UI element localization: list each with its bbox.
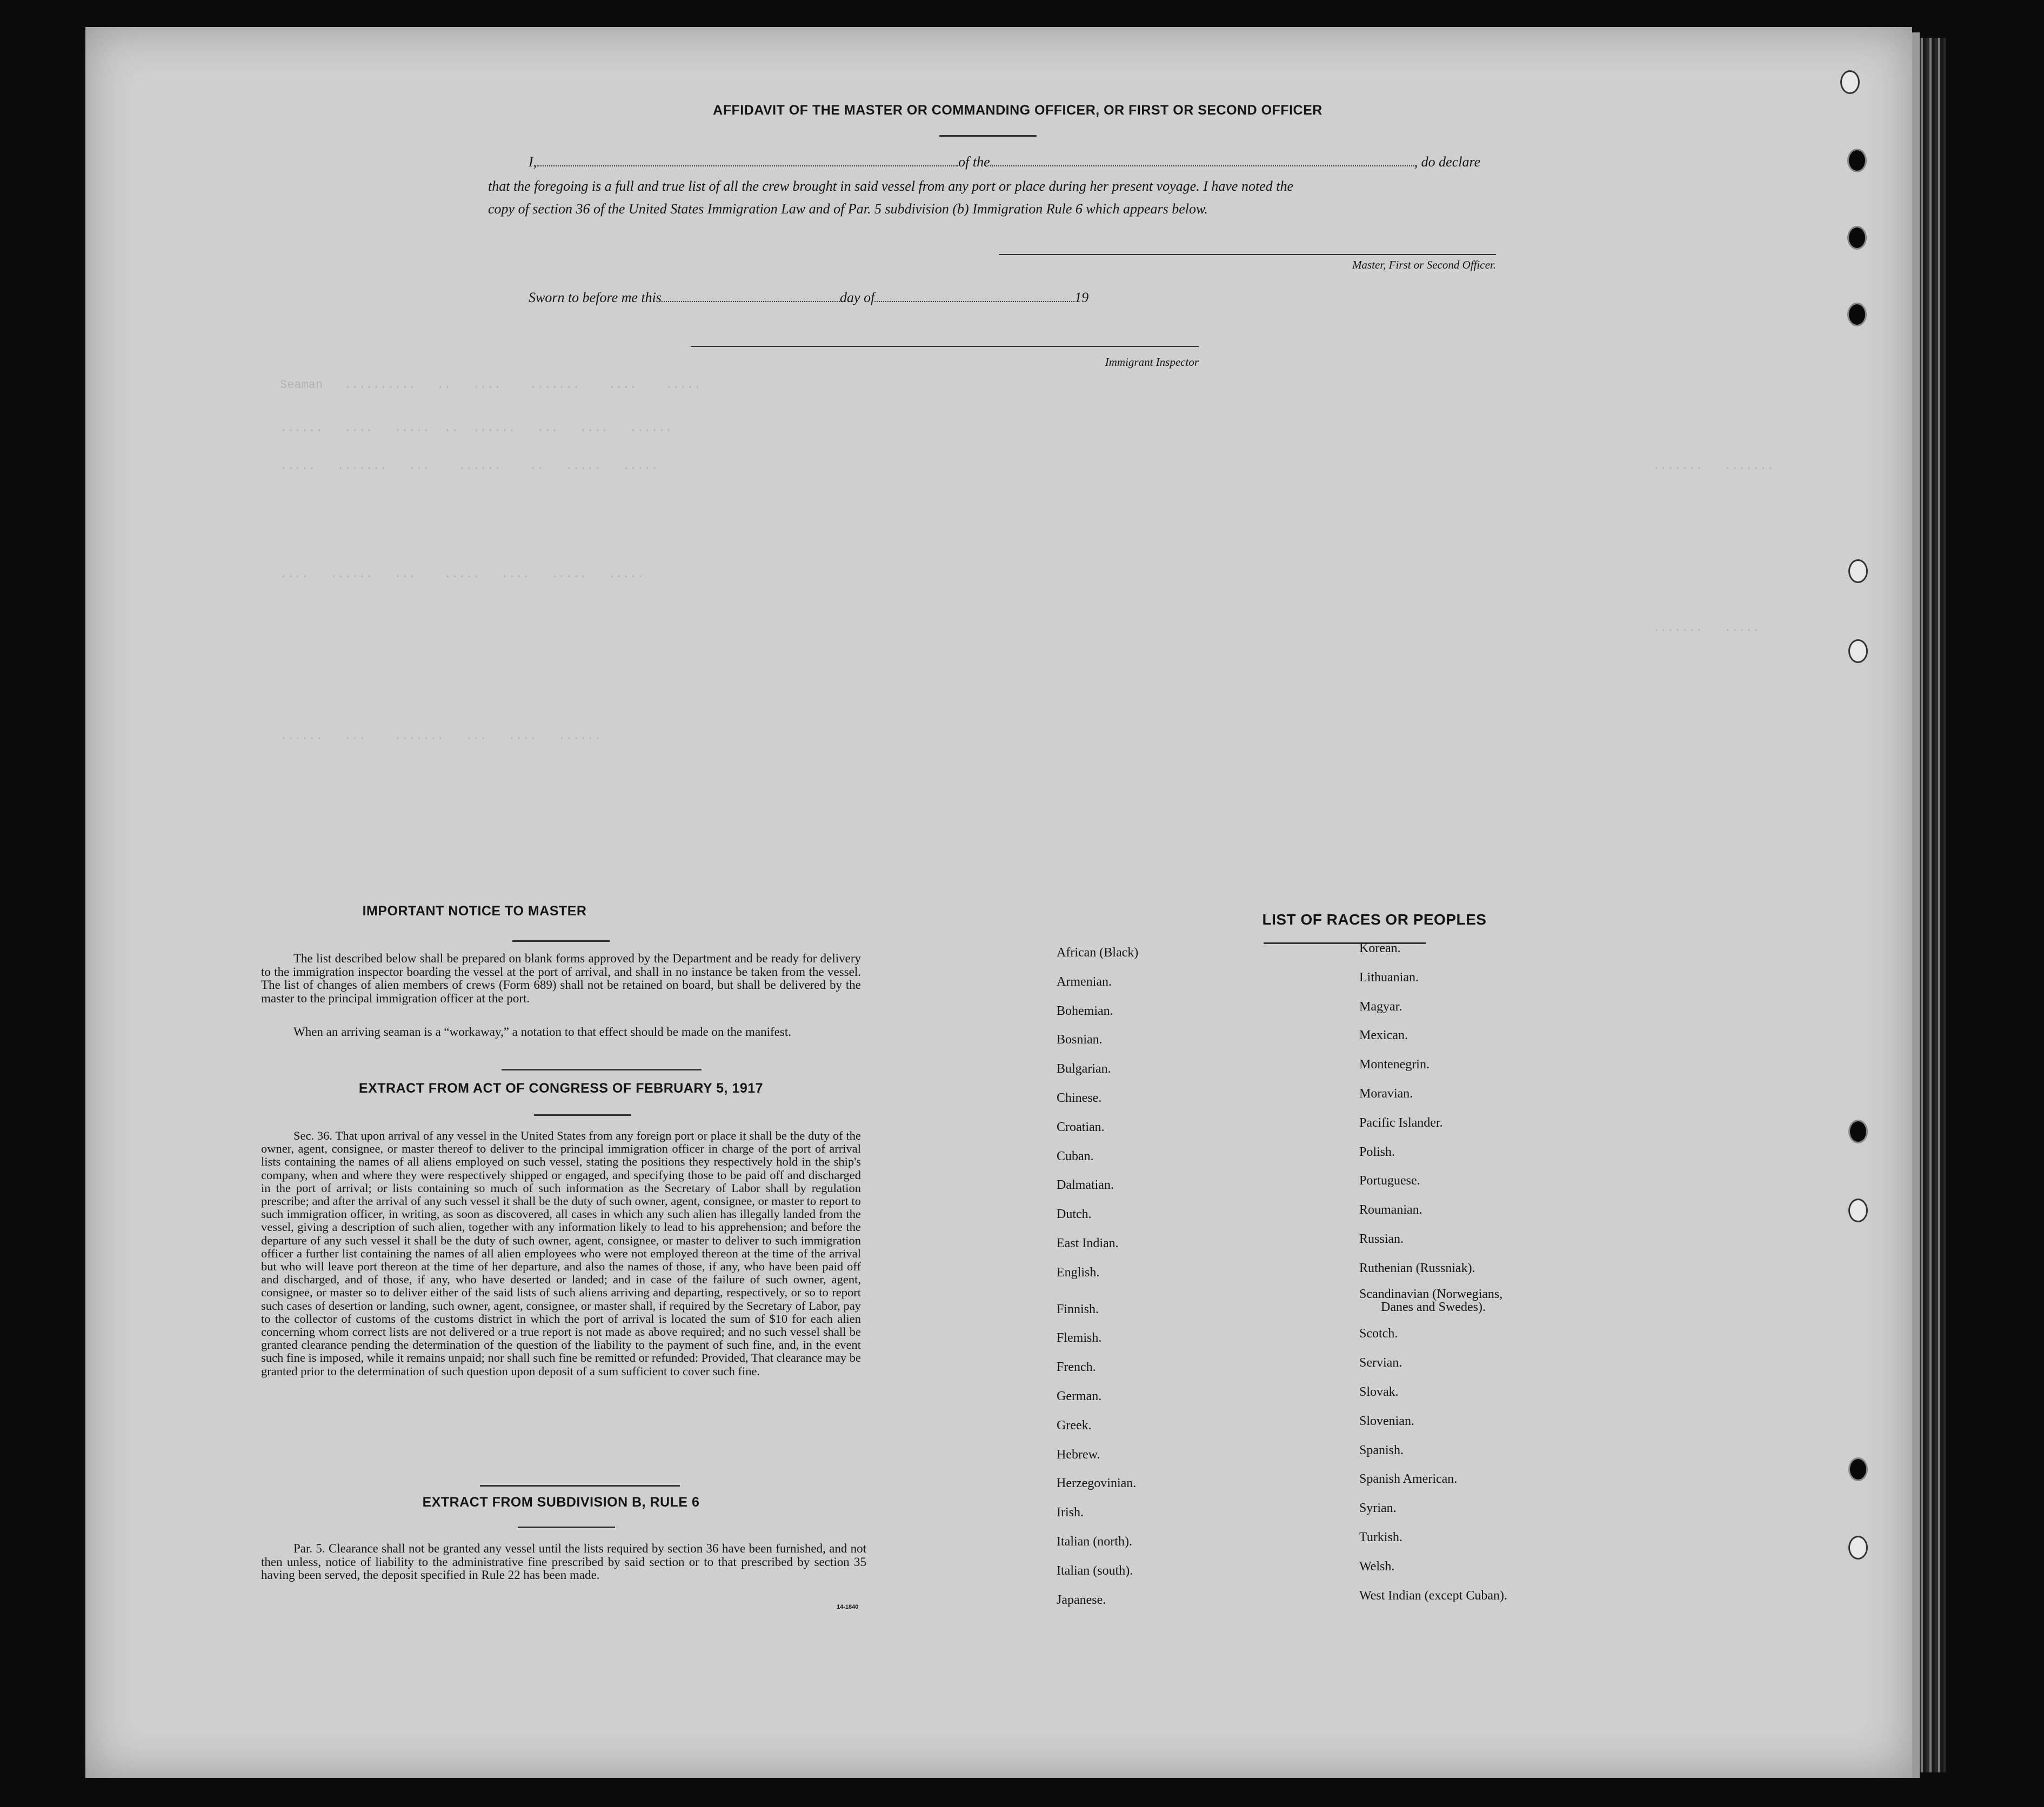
race-item: Scandinavian (Norwegians,: [1359, 1287, 1503, 1301]
binder-hole: [1847, 149, 1867, 172]
form-number: 14-1840: [837, 1604, 859, 1610]
binder-hole: [1848, 639, 1868, 663]
race-item: Syrian.: [1359, 1501, 1397, 1516]
race-item: African (Black): [1057, 946, 1139, 960]
signature-line[interactable]: [999, 254, 1496, 255]
sworn-line: [529, 290, 1285, 306]
sworn-month-field[interactable]: [874, 300, 1074, 302]
race-item: Welsh.: [1359, 1559, 1395, 1574]
race-item: Armenian.: [1057, 974, 1112, 989]
race-item: Finnish.: [1057, 1302, 1099, 1316]
notice-paragraph-2: When an arriving seaman is a “workaway,” a notation to that effect should be made on the manifest.: [293, 1025, 791, 1039]
binder-hole: [1847, 303, 1867, 326]
race-item: Irish.: [1057, 1505, 1084, 1520]
race-item: Moravian.: [1359, 1087, 1413, 1101]
races-underline: [1264, 942, 1426, 944]
race-item: Dutch.: [1057, 1207, 1092, 1222]
affidavit-line-1: [529, 154, 1588, 170]
race-item: Italian (north).: [1057, 1535, 1132, 1549]
affidavit-line-3: copy of section 36 of the United States Immigration Law and of Par. 5 subdivision (b) Immigration Rule 6 which appears below.: [488, 201, 1208, 217]
race-item: Flemish.: [1057, 1331, 1102, 1346]
race-item: Hebrew.: [1057, 1447, 1100, 1462]
race-item: Korean.: [1359, 941, 1401, 955]
binder-hole: [1848, 1457, 1868, 1481]
sworn-year: 19: [1074, 290, 1089, 305]
race-item: Chinese.: [1057, 1091, 1102, 1105]
sworn-prefix: Sworn to before me this: [529, 290, 662, 305]
binder-hole: [1848, 1120, 1868, 1143]
race-item: English.: [1057, 1265, 1100, 1280]
affidavit-of-label: of the: [958, 154, 990, 170]
master-name-field[interactable]: [537, 165, 958, 166]
sworn-day-field[interactable]: [662, 300, 840, 302]
page-edge-strip: [1912, 32, 1920, 1778]
race-item: Greek.: [1057, 1418, 1092, 1433]
race-item: Spanish.: [1359, 1443, 1404, 1457]
race-item: Montenegrin.: [1359, 1058, 1430, 1072]
race-item: Ruthenian (Russniak).: [1359, 1261, 1475, 1275]
race-item: Italian (south).: [1057, 1563, 1133, 1578]
section-divider-1: [502, 1069, 702, 1070]
race-item: Russian.: [1359, 1232, 1404, 1246]
affidavit-i-label: I,: [529, 154, 537, 170]
race-item: Slovenian.: [1359, 1414, 1414, 1428]
races-title: LIST OF RACES OR PEOPLES: [1262, 911, 1487, 928]
vessel-name-field[interactable]: [990, 165, 1414, 166]
race-item: Servian.: [1359, 1356, 1402, 1370]
inspector-signature-line[interactable]: [691, 346, 1199, 347]
notice-paragraph-1: The list described below shall be prepared on blank forms approved by the Department and be ready for delivery to the immigration inspector boarding the vessel at the port of arrival, and shall in no instance be taken from the vessel. The list of changes of alien members of crews (Form 689) shall not be retained on board, but shall be delivered by the master to the principal immigration officer at the port.: [261, 952, 861, 1005]
race-item: Portuguese.: [1359, 1174, 1420, 1188]
race-item: East Indian.: [1057, 1236, 1119, 1250]
affidavit-declare-label: , do declare: [1414, 154, 1481, 170]
title-underline: [939, 135, 1037, 137]
race-item: German.: [1057, 1389, 1102, 1403]
race-item: Croatian.: [1057, 1120, 1105, 1134]
rule-underline: [518, 1527, 615, 1528]
race-item: Pacific Islander.: [1359, 1115, 1443, 1130]
race-item: Herzegovinian.: [1057, 1476, 1137, 1491]
notice-title: IMPORTANT NOTICE TO MASTER: [362, 904, 587, 919]
race-item: Mexican.: [1359, 1028, 1408, 1043]
sworn-day-label: day of: [840, 290, 875, 305]
race-item: Bosnian.: [1057, 1033, 1103, 1047]
race-item-continuation: Danes and Swedes).: [1381, 1300, 1486, 1314]
race-item: Dalmatian.: [1057, 1178, 1114, 1193]
race-item: Turkish.: [1359, 1530, 1402, 1544]
race-item: Scotch.: [1359, 1327, 1398, 1341]
race-item: Bohemian.: [1057, 1003, 1113, 1018]
rule-extract-title: EXTRACT FROM SUBDIVISION B, RULE 6: [422, 1495, 700, 1510]
act-underline: [534, 1114, 631, 1116]
binder-hole: [1848, 1536, 1868, 1560]
inspector-label: Immigrant Inspector: [1105, 356, 1199, 369]
binder-hole: [1848, 1199, 1868, 1222]
rule-extract-text: Par. 5. Clearance shall not be granted any vessel until the lists required by section 36 have been furnished, and not then unless, notice of liability to the administrative fine prescribed by said section or to that prescribed by section 35 having been served, the deposit specified in Rule 22 has been made.: [261, 1542, 866, 1582]
race-item: Polish.: [1359, 1145, 1395, 1159]
race-item: Roumanian.: [1359, 1203, 1422, 1217]
affidavit-title: AFFIDAVIT OF THE MASTER OR COMMANDING OFFICER, OR FIRST OR SECOND OFFICER: [713, 103, 1322, 118]
act-extract-title: EXTRACT FROM ACT OF CONGRESS OF FEBRUARY 5, 1917: [358, 1081, 764, 1096]
race-item: Lithuanian.: [1359, 970, 1419, 985]
race-item: Slovak.: [1359, 1385, 1399, 1399]
binder-hole: [1840, 70, 1860, 94]
act-extract-text: Sec. 36. That upon arrival of any vessel in the United States from any foreign port or place it shall be the duty of the owner, agent, consignee, or master thereof to deliver to the principal immigration officer in charge of the port of arrival lists containing the names of all aliens employed on such vessel, stating the positions they respectively hold in the ship's company, when and where they were respectively shipped or engaged, and specifying those to be paid off and discharged in the port of arrival; or lists containing so much of such information as the Secretary of Labor shall by regulation prescribe; and after the arrival of any such vessel it shall be the duty of such owner, agent, consignee, or master to report to such immigration officer, in writing, as soon as discovered, all cases in which any such alien has illegally landed from the vessel, giving a description of such alien, together with any information likely to lead to his apprehension; and before the departure of any such vessel it shall be the duty of such owner, agent, consignee, or master to deliver to such immigration officer a further list containing the names of all alien employees who were not employed thereon at the time of the arrival but who will leave port thereon at the time of her departure, and also the names of those, if any, who have been paid off and discharged, and of those, if any, who have deserted or landed; and in case of the failure of such owner, agent, consignee, or master so to deliver either of the said lists of such aliens arriving and departing, respectively, or so to report such cases of desertion or landing, such owner, agent, consignee, or master shall, if required by the Secretary of Labor, pay to the collector of customs of the customs district in which the port of arrival is located the sum of $10 for each alien concerning whom correct lists are not delivered or a true report is not made as above required; and no such vessel shall be granted clearance pending the determination of the question of the liability to the payment of such fine, and, in the event such fine is imposed, while it remains unpaid; nor shall such fine be remitted or refunded: Provided, That clearance may be granted prior to the determination of such question upon deposit of a sum sufficient to cover such fine.: [261, 1129, 861, 1378]
race-item: French.: [1057, 1360, 1096, 1375]
document-page: Seaman .......... .. .... ....... .... ..... ...... .... ..... .. ...... ... .... ...... ..... ....... ... ...... .. ..... ..... .... ...... ... ..... .... ..... ..... ...... ... ....... ... .... ...... ....... ....... ....... ..... AFFIDAVIT OF THE MASTER OR COMMANDING OFFICER, OR FIRST OR SECOND OFFICER I, of the , do declare that the foregoing is a full and true list of all the crew brought in said vessel from any port or place during her present voyage. I have noted the copy of section 36 of the United States Immigration Law and of Par. 5 subdivision (b) Immigration Rule 6 which appears below. Master, First or Second Officer. Sworn to before me this day of 19 Immigrant Inspector IMPORTANT NOTICE TO MASTER The list described below shall be prepared on blank forms approved by the Department and be ready for delivery to the immigration inspector boarding the vessel at the port of arrival, and shall in no instance be taken from the vessel. The list of changes of alien members of crews (Form 689) shall not be retained on board, but shall be delivered by the master to the principal immigration officer at the port. When an arriving seaman is a “workaway,” a notation to that effect should be made on the manifest. EXTRACT FROM ACT OF CONGRESS OF FEBRUARY 5, 1917 Sec. 36. That upon arrival of any vessel in the United States from any foreign port or place it shall be the duty of the owner, agent, consignee, or master thereof to deliver to the principal immigration officer in charge of the port of arrival lists containing the names of all aliens employed on such vessel, stating the positions they respectively hold in the ship's company, when and where they were respectively shipped or engaged, and specifying those to be paid off and discharged in the port of arrival; or lists containing so much of such information as the Secretary of Labor shall by regulation prescribe; and after the arrival of any such vessel it shall be the duty of such owner, agent, consignee, or master to report to such immigration officer, in writing, as soon as discovered, all cases in which any such alien has illegally landed from the vessel, giving a description of such alien, together with any information likely to lead to his apprehension; and before the departure of any such vessel it shall be the duty of such owner, agent, consignee, or master to deliver to such immigration officer a further list containing the names of all alien employees who were not employed thereon at the time of the arrival but who will leave port thereon at the time of her departure, and also the names of those, if any, who have been paid off and discharged, and of those, if any, who have deserted or landed; and in case of the failure of such owner, agent, consignee, or master so to deliver either of the said lists of such aliens arriving and departing, respectively, or so to report such cases of desertion or landing, such owner, agent, consignee, or master shall, if required by the Secretary of Labor, pay to the collector of customs of the customs district in which the port of arrival is located the sum of $10 for each alien concerning whom correct lists are not delivered or a true report is not made as above required; and no such vessel shall be granted clearance pending the determination of the question of the liability to the payment of such fine, and, in the event such fine is imposed, while it remains unpaid; nor shall such fine be remitted or refunded: Provided, That clearance may be granted prior to the determination of such question upon deposit of a sum sufficient to cover such fine. EXTRACT FROM SUBDIVISION B, RULE 6 Par. 5. Clearance shall not be granted any vessel until the lists required by section 36 have been furnished, and not then unless, notice of liability to the administrative fine prescribed by said section or to that prescribed by section 35 having been served, the deposit specified in Rule 22 has been made. 14-1840 LIST OF RACES OR PEOPLES African (Black) Armenian. Bohemian. Bosnian. Bulgarian. Chinese. Croatian. Cuban. Dalmatian. Dutch. East Indian. English. Finnish. Flemish. French. German. Greek. Hebrew. Herzegovinian. Irish. Italian (north). Italian (south). Japanese. Korean. Lithuanian. Magyar. Mexican. Montenegrin. Moravian. Pacific Islander. Polish. Portuguese. Roumanian. Russian. Ruthenian (Russniak). Scandinavian (Norwegians, Danes and Swedes). Scotch. Servian. Slovak. Slovenian. Spanish. Spanish American. Syrian. Turkish. Welsh. West Indian (except Cuban).: [85, 27, 1912, 1778]
section-divider-2: [480, 1485, 680, 1487]
race-item: Bulgarian.: [1057, 1062, 1111, 1076]
race-item: Cuban.: [1057, 1149, 1094, 1163]
binder-hole: [1848, 559, 1868, 583]
race-item: Spanish American.: [1359, 1472, 1458, 1487]
race-item: West Indian (except Cuban).: [1359, 1588, 1507, 1603]
race-item: Magyar.: [1359, 999, 1402, 1014]
binder-hole: [1847, 226, 1867, 250]
notice-underline: [512, 940, 610, 942]
affidavit-line-2: that the foregoing is a full and true list of all the crew brought in said vessel from any port or place during her present voyage. I have noted the: [488, 178, 1293, 194]
race-item: Japanese.: [1057, 1592, 1106, 1607]
signature-label: Master, First or Second Officer.: [1352, 258, 1496, 271]
